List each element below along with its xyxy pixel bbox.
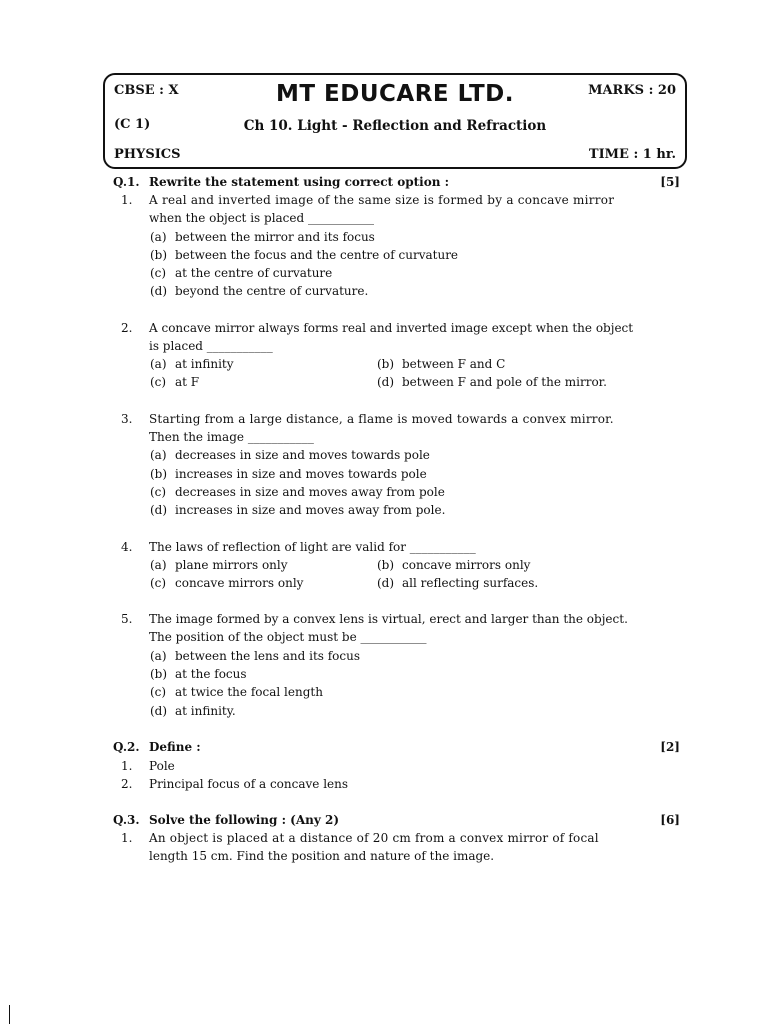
option-letter: (a) [150, 230, 167, 244]
option-text: at the centre of curvature [175, 266, 333, 280]
q1-title: Rewrite the statement using correct option : [149, 175, 450, 189]
option-letter: (c) [150, 685, 167, 699]
option-text: decreases in size and moves towards pole [175, 448, 430, 462]
q3-item-text: length 15 cm. Find the position and nature of the image. [149, 849, 495, 863]
option [377, 576, 538, 590]
option [150, 230, 375, 244]
option [377, 357, 505, 371]
option [150, 375, 199, 389]
q3-number: Q.3. [113, 813, 140, 827]
option-text: between F and C [402, 357, 506, 371]
option [150, 704, 236, 718]
option-text: plane mirrors only [175, 558, 288, 572]
header-box [103, 73, 687, 169]
option [150, 667, 247, 681]
q1-item-text: when the object is placed ___________ [149, 211, 374, 225]
option-letter: (b) [150, 248, 168, 262]
option-letter: (b) [377, 558, 395, 572]
option-text: beyond the centre of curvature. [175, 284, 369, 298]
option-letter: (c) [150, 266, 167, 280]
q1-item-text: Then the image ___________ [149, 430, 314, 444]
option [150, 576, 303, 590]
q1-marks: [5] [660, 175, 680, 189]
option-letter: (b) [150, 467, 168, 481]
time-label: TIME : 1 hr. [588, 147, 676, 162]
q1-item-number: 3. [121, 412, 133, 426]
q2-number: Q.2. [113, 740, 140, 754]
q1-item-text: is placed ___________ [149, 339, 273, 353]
option [150, 448, 430, 462]
option-letter: (a) [150, 558, 167, 572]
option-text: between F and pole of the mirror. [402, 375, 607, 389]
option-text: concave mirrors only [402, 558, 531, 572]
option-text: at infinity. [175, 704, 236, 718]
option-letter: (d) [150, 704, 168, 718]
q1-item-number: 4. [121, 540, 133, 554]
board-label: CBSE : X [114, 83, 179, 98]
q1-item-number: 5. [121, 612, 133, 626]
option-text: at twice the focal length [175, 685, 323, 699]
q2-marks: [2] [660, 740, 680, 754]
option-text: at F [175, 375, 200, 389]
option-letter: (d) [150, 284, 168, 298]
q2-item-text: Pole [149, 759, 175, 773]
option-letter: (a) [150, 448, 167, 462]
option [150, 284, 368, 298]
option [150, 357, 234, 371]
option [150, 558, 288, 572]
option-text: between the mirror and its focus [175, 230, 375, 244]
option-letter: (d) [377, 375, 395, 389]
q1-item-text: The position of the object must be ___________ [149, 630, 427, 644]
option-letter: (c) [150, 576, 167, 590]
q1-item-text: A concave mirror always forms real and inverted image except when the object [149, 321, 634, 335]
q1-item-number: 2. [121, 321, 133, 335]
company-name: MT EDUCARE LTD. [275, 81, 515, 107]
paper-code: (C 1) [114, 117, 151, 132]
option-letter: (c) [150, 375, 167, 389]
option-text: at the focus [175, 667, 247, 681]
q1-item-text: A real and inverted image of the same size is formed by a concave mirror [149, 193, 615, 207]
option [150, 649, 360, 663]
option-letter: (d) [377, 576, 395, 590]
chapter-title: Ch 10. Light - Reflection and Refraction [243, 118, 547, 134]
option [150, 248, 458, 262]
option [377, 558, 530, 572]
option [150, 485, 445, 499]
option-text: all reflecting surfaces. [402, 576, 539, 590]
option-letter: (b) [150, 667, 168, 681]
q3-item-number: 1. [121, 831, 133, 845]
q2-item-number: 1. [121, 759, 133, 773]
option-text: increases in size and moves towards pole [175, 467, 427, 481]
q1-item-text: The image formed by a convex lens is virtual, erect and larger than the object. [149, 612, 628, 626]
option [150, 685, 323, 699]
q3-item-text: An object is placed at a distance of 20 cm from a convex mirror of focal [149, 831, 599, 845]
option-letter: (a) [150, 649, 167, 663]
option-text: increases in size and moves away from pole. [175, 503, 446, 517]
q2-item-text: Principal focus of a concave lens [149, 777, 349, 791]
option-text: between the lens and its focus [175, 649, 361, 663]
option [150, 467, 427, 481]
option-letter: (d) [150, 503, 168, 517]
option-letter: (a) [150, 357, 167, 371]
q1-item-number: 1. [121, 193, 133, 207]
option-letter: (c) [150, 485, 167, 499]
q2-item-number: 2. [121, 777, 133, 791]
option-letter: (b) [377, 357, 395, 371]
margin-mark [9, 1005, 10, 1024]
option-text: at infinity [175, 357, 234, 371]
option [150, 266, 332, 280]
q3-title: Solve the following : (Any 2) [149, 813, 340, 827]
option-text: decreases in size and moves away from pole [175, 485, 445, 499]
q1-item-text: Starting from a large distance, a flame is moved towards a convex mirror. [149, 412, 614, 426]
subject-label: PHYSICS [114, 147, 181, 162]
option [377, 375, 607, 389]
q1-number: Q.1. [113, 175, 140, 189]
q1-item-text: The laws of reflection of light are valid for ___________ [149, 540, 476, 554]
option-text: concave mirrors only [175, 576, 304, 590]
total-marks: MARKS : 20 [588, 83, 676, 98]
option [150, 503, 445, 517]
option-text: between the focus and the centre of curvature [175, 248, 459, 262]
q2-title: Define : [149, 740, 201, 754]
q3-marks: [6] [660, 813, 680, 827]
